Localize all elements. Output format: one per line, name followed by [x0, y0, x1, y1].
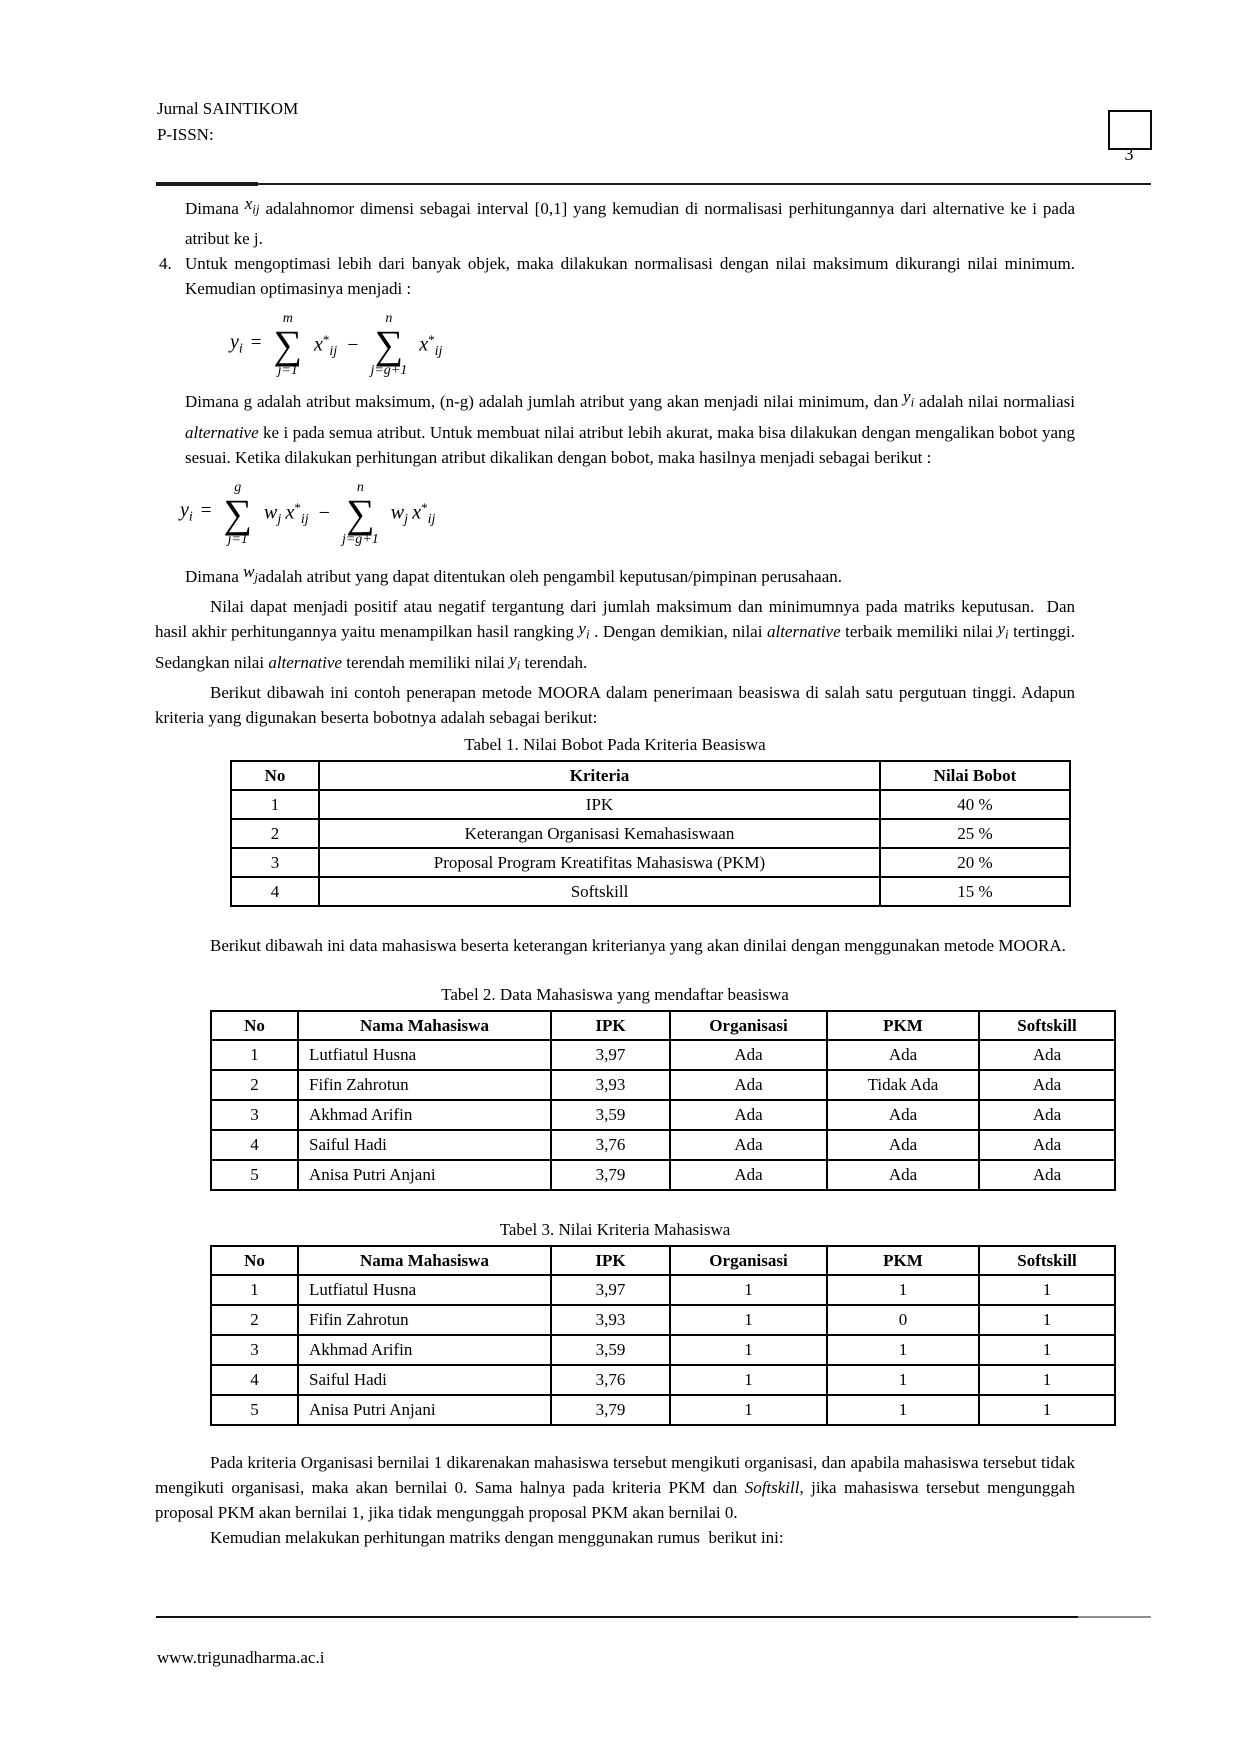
text-run: terbaik memiliki nilai: [840, 622, 998, 642]
math-var: x: [412, 501, 422, 524]
table-cell: 15 %: [880, 877, 1070, 906]
table-row: [211, 1305, 1115, 1335]
table-cell: Ada: [670, 1070, 827, 1100]
table-cell: Ada: [979, 1070, 1115, 1100]
table3-caption: Tabel 3. Nilai Kriteria Mahasiswa: [499, 1219, 731, 1239]
math-sup: *: [322, 331, 330, 347]
table-cell: Ada: [827, 1100, 979, 1130]
formula-yi-weighted: [180, 472, 1075, 556]
sigma-icon: ∑: [374, 322, 404, 368]
para-nilai-dapat: [155, 594, 1075, 680]
math-var: y: [230, 330, 239, 353]
weights-table: [230, 760, 1071, 907]
table-cell: Ada: [827, 1130, 979, 1160]
column-header: Nilai Bobot: [880, 761, 1070, 790]
table-row: [211, 1160, 1115, 1190]
formula-term: [391, 495, 436, 532]
math-var: x: [314, 333, 323, 356]
italic-run: alternative: [766, 622, 841, 642]
formula-lhs: [180, 498, 212, 529]
equals-sign: =: [250, 331, 262, 353]
footer-url: www.trigunadharma.ac.i: [157, 1648, 325, 1667]
math-var: y: [509, 649, 517, 669]
table-cell: 1: [979, 1335, 1115, 1365]
criteria-values-table: [210, 1245, 1116, 1426]
table-cell: 1: [979, 1305, 1115, 1335]
table-cell: 1: [827, 1365, 979, 1395]
formula-term: [264, 495, 309, 532]
italic-run: alternative: [268, 652, 342, 672]
math-var: x: [244, 194, 253, 213]
math-sup: *: [294, 500, 301, 516]
table-cell: 2: [211, 1070, 298, 1100]
summation-symbol: [224, 481, 253, 547]
summation-symbol: [274, 312, 303, 378]
table-cell: 3,59: [551, 1335, 670, 1365]
list-item-text: Untuk mengoptimasi lebih dari banyak objek, maka dilakukan normalisasi dengan nilai maksimum dikurangi nilai minimum. Kemudian optimasinya menjadi :: [185, 254, 1075, 299]
table-row: [231, 848, 1070, 877]
table-cell: Lutfiatul Husna: [298, 1275, 551, 1305]
minus-sign: −: [347, 333, 359, 356]
table-cell: Fifin Zahrotun: [298, 1305, 551, 1335]
journal-header: [157, 96, 298, 148]
page-body: [155, 196, 1075, 1550]
table-cell: 1: [827, 1395, 979, 1425]
table2-caption: Tabel 2. Data Mahasiswa yang mendaftar beasiswa: [441, 984, 789, 1004]
table-cell: 3: [211, 1100, 298, 1130]
list-item-optimization: [159, 251, 1075, 301]
table-header-row: [211, 1011, 1115, 1040]
table-cell: Ada: [979, 1040, 1115, 1070]
math-sub: ij: [329, 343, 338, 359]
table-cell: 0: [827, 1305, 979, 1335]
text-run: Pada kriteria Organisasi bernilai 1 dikarenakan mahasiswa tersebut mengikuti organisasi, dan apabila mahasiswa tersebut tidak mengikuti organisasi, maka akan bernilai 0. Sama halnya pada kriteria PKM dan: [155, 1452, 1075, 1497]
table-row: [211, 1070, 1115, 1100]
math-var: x: [419, 333, 429, 356]
table-cell: Lutfiatul Husna: [298, 1040, 551, 1070]
table-row: [211, 1395, 1115, 1425]
table-header-row: [231, 761, 1070, 790]
table-cell: 1: [979, 1275, 1115, 1305]
table-row: [211, 1100, 1115, 1130]
table-cell: Ada: [670, 1040, 827, 1070]
column-header: Nama Mahasiswa: [298, 1246, 551, 1275]
footer-rule: [156, 1616, 1078, 1618]
table-cell: Anisa Putri Anjani: [298, 1395, 551, 1425]
table-cell: 40 %: [880, 790, 1070, 819]
table-cell: 4: [231, 877, 319, 906]
text-run: terendah memiliki nilai: [341, 652, 510, 672]
inline-math-yi: [509, 649, 521, 672]
table-row: [211, 1365, 1115, 1395]
table-cell: 1: [211, 1040, 298, 1070]
para-berikut-contoh: Berikut dibawah ini contoh penerapan metode MOORA dalam penerimaan beasiswa di salah satu pergutuan tinggi. Adapun kriteria yang digunakan beserta bobotnya adalah sebagai berikut:: [155, 682, 1075, 727]
math-sub: i: [516, 656, 521, 672]
table-cell: 1: [827, 1275, 979, 1305]
table-cell: 4: [211, 1365, 298, 1395]
text-run: , jika mahasiswa tersebut mengunggah proposal PKM akan bernilai 1, jika tidak mengunggah proposal PKM akan bernilai 0.: [155, 1477, 1075, 1522]
issn-label: P-ISSN:: [157, 125, 214, 144]
para-berikut-data: Berikut dibawah ini data mahasiswa beserta keterangan kriterianya yang akan dinilai dengan menggunakan metode MOORA.: [210, 935, 1066, 955]
text-run: adalah nilai normaliasi: [914, 392, 1075, 412]
formula-term: [314, 327, 337, 364]
text-run: adalahnomor dimensi sebagai interval [0,1] yang kemudian di normalisasi perhitungannya dari alternative ke i pada atribut ke j.: [185, 199, 1075, 249]
header-rule: [156, 183, 1151, 185]
math-sub: ij: [252, 201, 260, 217]
table-cell: 1: [211, 1275, 298, 1305]
table-row: [231, 790, 1070, 819]
math-sub: i: [910, 394, 915, 410]
math-sup: *: [421, 500, 428, 516]
inline-math-yi: [578, 619, 590, 642]
table-cell: 1: [670, 1305, 827, 1335]
table-cell: Saiful Hadi: [298, 1130, 551, 1160]
column-header: IPK: [551, 1246, 670, 1275]
table-cell: Ada: [979, 1160, 1115, 1190]
sum-upper-limit: g: [234, 479, 242, 495]
math-var: y: [180, 499, 189, 522]
sum-upper-limit: m: [282, 311, 293, 327]
journal-title: Jurnal SAINTIKOM: [157, 99, 299, 118]
table-cell: 3,79: [551, 1160, 670, 1190]
table-cell: 2: [231, 819, 319, 848]
column-header: Softskill: [979, 1011, 1115, 1040]
table-cell: 25 %: [880, 819, 1070, 848]
table-cell: 3,93: [551, 1305, 670, 1335]
table-cell: Ada: [827, 1160, 979, 1190]
table-row: [231, 877, 1070, 906]
italic-run: alternative: [185, 422, 259, 442]
text-run: ke i pada semua atribut. Untuk membuat nilai atribut lebih akurat, maka bisa dilakukan dengan mengalikan bobot yang sesuai. Ketika dilakukan perhitungan atribut dikalikan dengan bobot, maka hasilnya menjadi sebagai berikut :: [185, 422, 1075, 467]
table-row: [211, 1335, 1115, 1365]
sum-upper-limit: n: [356, 479, 364, 495]
math-var: y: [903, 387, 911, 407]
column-header: PKM: [827, 1246, 979, 1275]
math-sup: *: [428, 331, 435, 347]
table-cell: 4: [211, 1130, 298, 1160]
table-cell: Tidak Ada: [827, 1070, 979, 1100]
math-var: w: [390, 501, 405, 524]
math-sub: i: [238, 341, 243, 357]
table-cell: Ada: [670, 1100, 827, 1130]
table-cell: Anisa Putri Anjani: [298, 1160, 551, 1190]
sigma-icon: ∑: [346, 490, 375, 536]
column-header: No: [211, 1011, 298, 1040]
math-var: x: [285, 501, 295, 524]
formula-lhs: [230, 330, 262, 361]
table-cell: 1: [231, 790, 319, 819]
table-row: [211, 1040, 1115, 1070]
table-cell: Ada: [979, 1100, 1115, 1130]
table1-caption: Tabel 1. Nilai Bobot Pada Kriteria Beasiswa: [464, 734, 766, 754]
sum-lower-limit: j=1: [277, 363, 298, 379]
math-sub: i: [1005, 626, 1009, 642]
table-cell: Saiful Hadi: [298, 1365, 551, 1395]
para-dimana-xij: [185, 196, 1075, 251]
math-var: y: [997, 619, 1006, 639]
page-number: 3: [1124, 144, 1134, 164]
minus-sign: −: [318, 502, 330, 525]
italic-run: Softskill: [744, 1477, 800, 1497]
table-cell: Ada: [670, 1160, 827, 1190]
table-cell: 1: [827, 1335, 979, 1365]
summation-symbol: [342, 481, 379, 547]
table-cell: 1: [670, 1275, 827, 1305]
table-row: [211, 1130, 1115, 1160]
sigma-icon: ∑: [273, 322, 303, 368]
table-cell: Ada: [979, 1130, 1115, 1160]
inline-math-yi: [997, 619, 1009, 642]
table-cell: Fifin Zahrotun: [298, 1070, 551, 1100]
header-rule-thick-segment: [156, 182, 258, 186]
sigma-icon: ∑: [223, 490, 253, 536]
math-sub: j: [277, 512, 282, 528]
math-var: w: [243, 561, 255, 581]
table-cell: 3,76: [551, 1365, 670, 1395]
column-header: No: [211, 1246, 298, 1275]
column-header: No: [231, 761, 319, 790]
para-dimana-wj: [185, 561, 1075, 594]
table-cell: Proposal Program Kreatifitas Mahasiswa (PKM): [319, 848, 880, 877]
para-dimana-g: [185, 389, 1075, 469]
column-header: IPK: [551, 1011, 670, 1040]
sum-lower-limit: j=g+1: [370, 363, 408, 379]
table-cell: 20 %: [880, 848, 1070, 877]
math-sub: ij: [300, 512, 309, 528]
inline-math-xij: [244, 194, 260, 217]
table-cell: 3: [231, 848, 319, 877]
text-run: . Dengan demikian, nilai: [589, 622, 767, 642]
column-header: PKM: [827, 1011, 979, 1040]
math-var: y: [578, 619, 586, 639]
list-number: 4.: [159, 254, 172, 274]
math-sub: ij: [434, 343, 443, 359]
table-cell: Ada: [827, 1040, 979, 1070]
math-sub: i: [188, 509, 193, 525]
column-header: Organisasi: [670, 1246, 827, 1275]
table-cell: 1: [979, 1365, 1115, 1395]
table-cell: 3,76: [551, 1130, 670, 1160]
text-run: tertinggi. Sedangkan nilai: [155, 622, 1075, 672]
table-cell: 3,79: [551, 1395, 670, 1425]
table-row: [231, 819, 1070, 848]
table-cell: Ada: [670, 1130, 827, 1160]
table-cell: 3,97: [551, 1040, 670, 1070]
inline-math-yi: [903, 387, 915, 410]
text-run: terendah.: [520, 652, 588, 672]
footer-rule-gray-segment: [1078, 1616, 1151, 1618]
table-cell: 2: [211, 1305, 298, 1335]
sum-lower-limit: j=1: [227, 531, 248, 547]
text-run: Dimana: [185, 199, 245, 218]
math-var: w: [264, 501, 278, 524]
sum-upper-limit: n: [385, 311, 393, 327]
formula-yi-normalization: [230, 303, 1075, 387]
table-cell: 3: [211, 1335, 298, 1365]
math-sub: i: [585, 626, 590, 642]
table-cell: 1: [670, 1335, 827, 1365]
formula-term: [419, 327, 442, 364]
table-cell: 1: [979, 1395, 1115, 1425]
text-run: adalah atribut yang dapat ditentukan oleh pengambil keputusan/pimpinan perusahaan.: [258, 566, 843, 586]
math-sub: j: [404, 512, 408, 528]
students-table: [210, 1010, 1116, 1191]
text-run: Dimana g adalah atribut maksimum, (n-g) adalah jumlah atribut yang akan menjadi nilai minimum, dan: [185, 392, 904, 412]
para-pada-kriteria: [155, 1450, 1075, 1525]
table-cell: Softskill: [319, 877, 880, 906]
table-cell: 5: [211, 1160, 298, 1190]
text-run: Nilai dapat menjadi positif atau negatif tergantung dari jumlah maksimum dan minimumnya pada matriks keputusan. Dan hasil akhir perhitungannya yaitu menampilkan hasil rangking: [155, 597, 1075, 642]
table-row: [211, 1275, 1115, 1305]
table-cell: 1: [670, 1365, 827, 1395]
table-cell: Akhmad Arifin: [298, 1335, 551, 1365]
text-run: Dimana: [185, 566, 244, 586]
para-kemudian: Kemudian melakukan perhitungan matriks dengan menggunakan rumus berikut ini:: [210, 1527, 784, 1547]
inline-math-wj: [243, 561, 259, 585]
table-cell: IPK: [319, 790, 880, 819]
table-cell: 3,93: [551, 1070, 670, 1100]
column-header: Organisasi: [670, 1011, 827, 1040]
column-header: Softskill: [979, 1246, 1115, 1275]
table-cell: Akhmad Arifin: [298, 1100, 551, 1130]
table-cell: 5: [211, 1395, 298, 1425]
column-header: Kriteria: [319, 761, 880, 790]
math-sub: ij: [427, 512, 436, 528]
table-header-row: [211, 1246, 1115, 1275]
summation-symbol: [370, 312, 407, 378]
sum-lower-limit: j=g+1: [341, 531, 379, 547]
equals-sign: =: [200, 500, 212, 522]
math-sub: j: [254, 569, 259, 585]
table-cell: 3,97: [551, 1275, 670, 1305]
table-cell: 1: [670, 1395, 827, 1425]
column-header: Nama Mahasiswa: [298, 1011, 551, 1040]
table-cell: 3,59: [551, 1100, 670, 1130]
table-cell: Keterangan Organisasi Kemahasiswaan: [319, 819, 880, 848]
